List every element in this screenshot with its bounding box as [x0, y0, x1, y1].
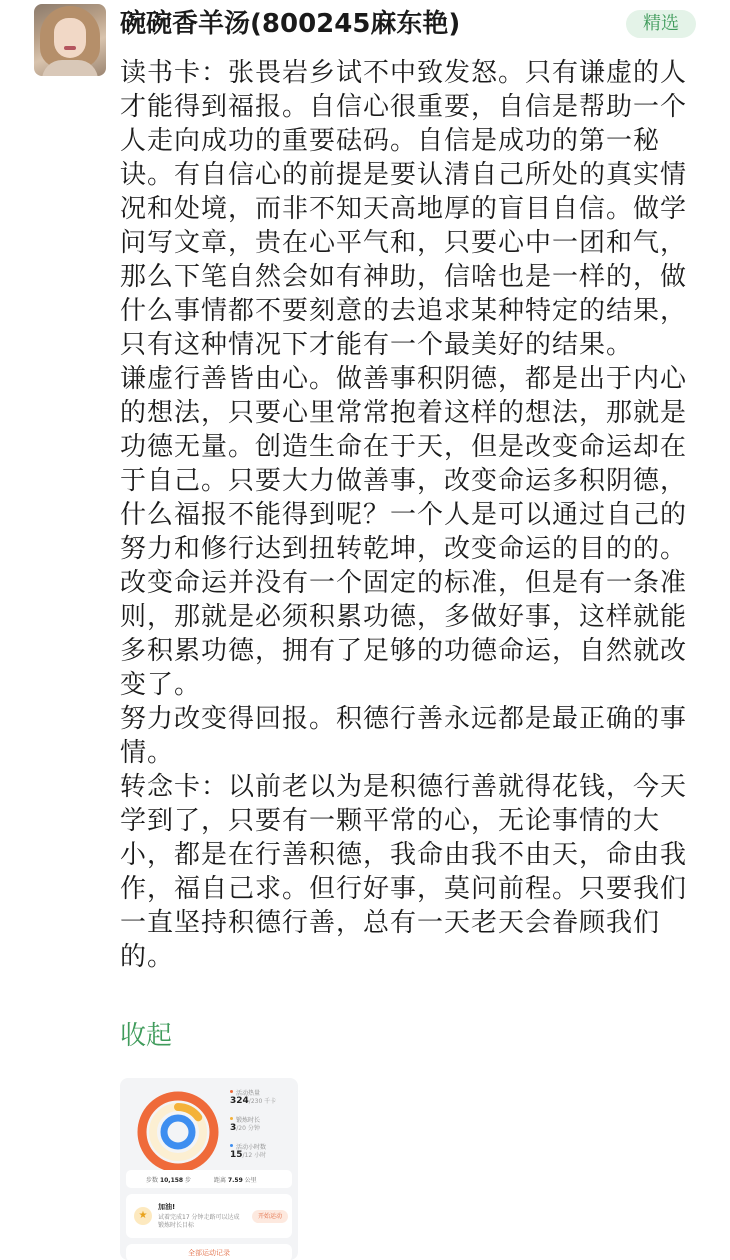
cheer-panel — [126, 1194, 292, 1238]
distance-value: 7.59 — [227, 1177, 243, 1184]
post-paragraph: 转念卡：以前老以为是积德行善就得花钱，今天学到了，只要有一颗平常的心，无论事情的大小，都是在行善积德，我命由我不由天，命由我作，福自己求。但行好事，莫问前程。只要我们一直坚持积德行善，总有一天老天会眷顾我们的。 — [120, 772, 688, 972]
steps-value: 10,158 — [159, 1177, 184, 1184]
exercise-dot — [230, 1117, 233, 1120]
steps-label: 步数 — [146, 1177, 159, 1184]
distance-label: 距离 — [214, 1177, 227, 1184]
cheer-text: 试着完成17 分钟走路可以达成锻炼时长目标 — [158, 1214, 240, 1229]
running-icon: ★ — [134, 1207, 152, 1225]
metric-label: 活动热量 — [236, 1090, 261, 1097]
metric-value-wrap — [230, 1150, 266, 1160]
metric-value: 15 — [230, 1150, 243, 1160]
steps-distance-row — [126, 1170, 292, 1188]
post-paragraph: 努力改变得回报。积德行善永远都是最正确的事情。 — [120, 704, 688, 768]
avatar[interactable] — [34, 4, 106, 76]
steps-unit: 步 — [185, 1177, 192, 1184]
all-records-link[interactable]: 全部运动记录 — [126, 1244, 292, 1260]
metric-value: 324 — [230, 1096, 249, 1106]
activity-rings — [136, 1090, 220, 1174]
featured-badge: 精选 — [626, 10, 696, 38]
distance-unit: 公里 — [244, 1177, 257, 1184]
post-paragraph: 读书卡：张畏岩乡试不中致发怒。只有谦虚的人才能得到福报。自信心很重要，自信是帮助一个人走向成功的重要砝码。自信是成功的第一秘诀。有自信心的前提是要认清自己所处的真实情况和处境，而非不知天高地厚的盲目自信。做学问写文章，贵在心平气和，只要心中一团和气，那么下笔自然会如有神助，信啥也是一样的，做什么事情都不要刻意的去追求某种特定的结果，只有这种情况下才能有一个最美好的结果。 — [120, 58, 688, 360]
avatar-lips — [64, 46, 76, 50]
metric-label: 活动小时数 — [236, 1144, 267, 1151]
calories-dot — [230, 1090, 233, 1093]
metric-label: 锻炼时长 — [236, 1117, 261, 1124]
start-exercise-button[interactable]: 开始运动 — [252, 1210, 288, 1223]
active-hours-ring — [164, 1118, 192, 1146]
active-hours-dot — [230, 1144, 233, 1147]
metric-value: 3 — [230, 1123, 237, 1133]
distance-stat — [214, 1175, 257, 1184]
metric-unit: /230 千卡 — [248, 1098, 277, 1105]
username[interactable]: 碗碗香羊汤(800245麻东艳) — [120, 9, 461, 39]
metric-value-wrap — [230, 1096, 276, 1106]
metric-unit: /20 分钟 — [236, 1125, 260, 1132]
metric-value-wrap — [230, 1123, 260, 1133]
fitness-card-image[interactable] — [120, 1078, 298, 1260]
post-paragraph: 谦虚行善皆由心。做善事积阴德，都是出于内心的想法，只要心里常常抱着这样的想法，那就是功德无量。创造生命在于天，但是改变命运却在于自己。只要大力做善事，改变命运多积阴德，什么福报不能得到呢？一个人是可以通过自己的努力和修行达到扭转乾坤，改变命运的目的的。改变命运并没有一个固定的标准，但是有一条准则，那就是必须积累功德，多做好事，这样就能多积累功德，拥有了足够的功德命运，自然就改变了。 — [120, 364, 688, 700]
avatar-face — [54, 18, 86, 58]
steps-stat — [146, 1175, 191, 1184]
cheer-title: 加油! — [158, 1203, 176, 1211]
collapse-link[interactable]: 收起 — [120, 1021, 173, 1051]
metric-unit: /12 小时 — [242, 1152, 267, 1159]
post-body — [120, 56, 688, 974]
